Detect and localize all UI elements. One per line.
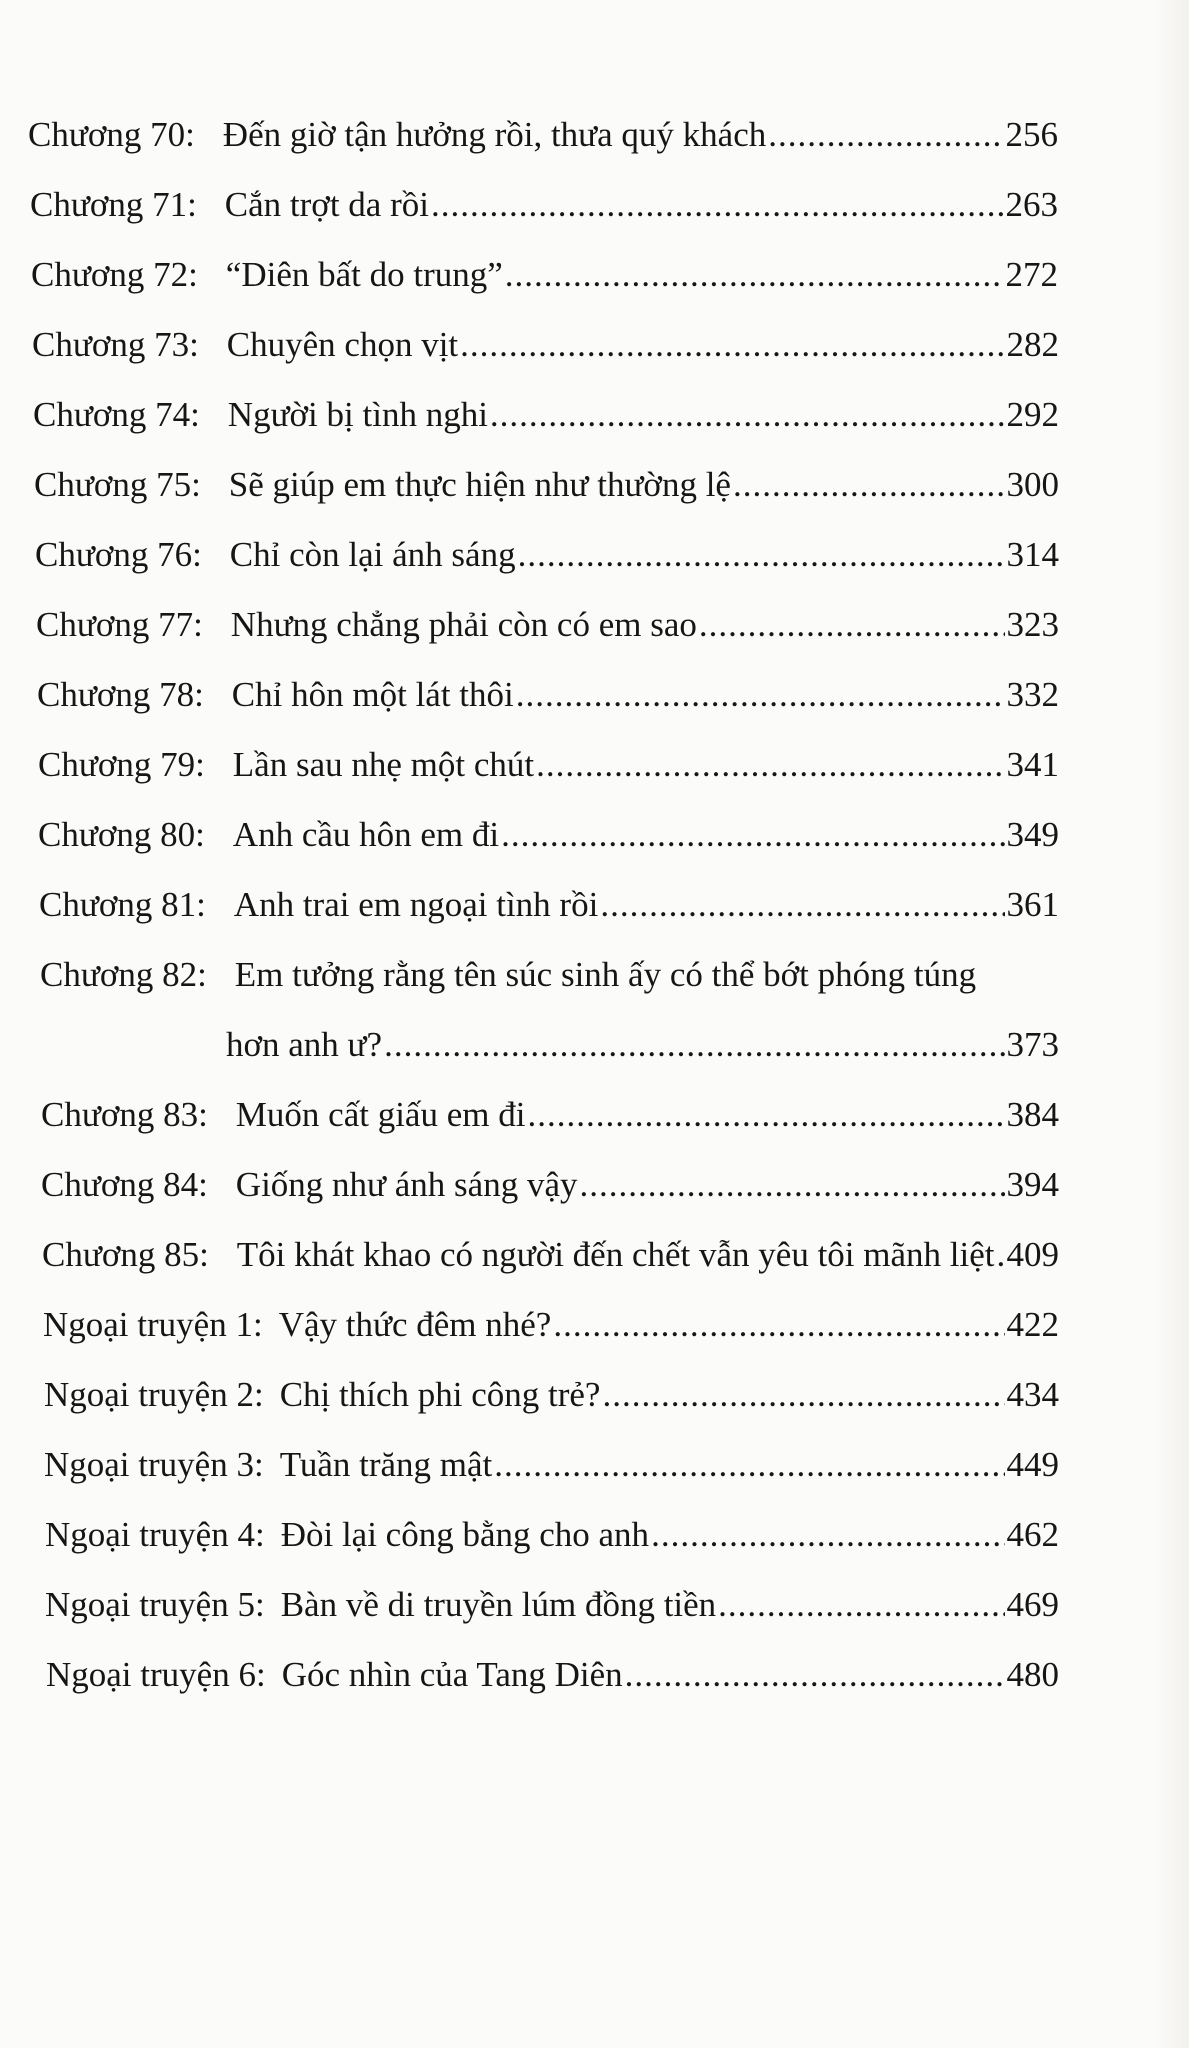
chapter-label: Chương 79:	[38, 745, 205, 784]
chapter-title: Đến giờ tận hưởng rồi, thưa quý khách	[222, 115, 767, 154]
dot-leader	[602, 1373, 1004, 1417]
page-number: 462	[1006, 1515, 1059, 1554]
extra-title: Vậy thức đêm nhé?	[278, 1305, 552, 1344]
page-number: 292	[1006, 395, 1059, 434]
page-number: 361	[1006, 885, 1059, 924]
dot-leader	[651, 1513, 1004, 1557]
extra-label: Ngoại truyện 6:	[46, 1655, 266, 1694]
chapter-title: Muốn cất giấu em đi	[235, 1095, 526, 1134]
page-number: 341	[1006, 745, 1059, 784]
page-number: 480	[1006, 1655, 1059, 1694]
page-number: 272	[1005, 255, 1058, 294]
chapter-title: Cắn trợt da rồi	[224, 185, 429, 224]
chapter-title: Sẽ giúp em thực hiện như thường lệ	[228, 465, 731, 504]
extra-title: Chị thích phi công trẻ?	[279, 1375, 601, 1414]
chapter-label: Chương 83:	[41, 1095, 208, 1134]
dot-leader	[536, 743, 1004, 787]
chapter-label: Chương 78:	[37, 675, 204, 714]
extra-title: Đòi lại công bằng cho anh	[280, 1515, 650, 1554]
extra-title: Góc nhìn của Tang Diên	[281, 1655, 623, 1694]
page-number: 256	[1005, 115, 1058, 154]
page-number: 282	[1006, 325, 1059, 364]
chapter-title: Chỉ hôn một lát thôi	[231, 675, 514, 714]
extra-label: Ngoại truyện 1:	[43, 1305, 263, 1344]
toc-entry-80	[38, 813, 1059, 857]
chapter-label: Chương 82:	[40, 955, 207, 994]
dot-leader	[733, 463, 1005, 507]
toc-entry-71	[30, 183, 1058, 227]
toc-entry-82-continuation	[226, 1023, 1059, 1067]
chapter-label: Chương 71:	[30, 185, 197, 224]
toc-entry-79	[38, 743, 1059, 787]
toc-entry-77	[36, 603, 1059, 647]
page-number: 349	[1006, 815, 1059, 854]
chapter-title: Giống như ánh sáng vậy	[235, 1165, 578, 1204]
dot-leader	[505, 253, 1004, 297]
dot-leader	[431, 183, 1004, 227]
chapter-label: Chương 75:	[34, 465, 201, 504]
toc-entry-76	[35, 533, 1059, 577]
dot-leader	[501, 813, 1004, 857]
toc-entry-83	[41, 1093, 1059, 1137]
dot-leader	[580, 1163, 1005, 1207]
extra-title: Bàn về di truyền lúm đồng tiền	[280, 1585, 717, 1624]
chapter-label: Chương 70:	[28, 115, 195, 154]
extra-label: Ngoại truyện 5:	[45, 1585, 265, 1624]
chapter-title: “Diên bất do trung”	[225, 255, 503, 294]
chapter-title: Tôi khát khao có người đến chết vẫn yêu tôi mãnh liệt	[236, 1235, 995, 1274]
chapter-label: Chương 85:	[42, 1235, 209, 1274]
chapter-title: Em tưởng rằng tên súc sinh ấy có thể bớt phóng túng	[234, 955, 977, 994]
dot-leader	[600, 883, 1004, 927]
page-number: 422	[1006, 1305, 1059, 1344]
chapter-title: Anh trai em ngoại tình rồi	[233, 885, 599, 924]
page-number: 323	[1006, 605, 1059, 644]
extra-title: Tuần trăng mật	[279, 1445, 493, 1484]
chapter-title: Chỉ còn lại ánh sáng	[229, 535, 516, 574]
page-number: 469	[1006, 1585, 1059, 1624]
toc-entry-extra-3	[44, 1443, 1059, 1487]
toc-entry-84	[41, 1163, 1059, 1207]
toc-entry-85	[42, 1233, 1059, 1277]
page-number: 263	[1005, 185, 1058, 224]
toc-entry-75	[34, 463, 1059, 507]
dot-leader	[768, 113, 1003, 157]
dot-leader	[699, 603, 1005, 647]
dot-leader	[494, 1443, 1004, 1487]
chapter-title: Lần sau nhẹ một chút	[232, 745, 535, 784]
toc-entry-81	[39, 883, 1059, 927]
chapter-label: Chương 84:	[41, 1165, 208, 1204]
chapter-title: Anh cầu hôn em đi	[232, 815, 500, 854]
chapter-label: Chương 81:	[39, 885, 206, 924]
chapter-label: Chương 74:	[33, 395, 200, 434]
dot-leader	[997, 1233, 1005, 1277]
chapter-label: Chương 76:	[35, 535, 202, 574]
toc-entry-78	[37, 673, 1059, 717]
dot-leader	[625, 1653, 1005, 1697]
page-number: 300	[1006, 465, 1059, 504]
toc-entry-extra-2	[44, 1373, 1059, 1417]
chapter-title: Người bị tình nghi	[227, 395, 488, 434]
toc-entry-extra-5	[45, 1583, 1059, 1627]
chapter-label: Chương 77:	[36, 605, 203, 644]
page-number: 314	[1006, 535, 1059, 574]
chapter-title-continuation: hơn anh ư?	[226, 1025, 383, 1064]
page-number: 409	[1006, 1235, 1059, 1274]
dot-leader	[527, 1093, 1004, 1137]
dot-leader	[490, 393, 1005, 437]
toc-entry-72	[31, 253, 1058, 297]
toc-entry-extra-1	[43, 1303, 1059, 1347]
page-number: 434	[1006, 1375, 1059, 1414]
chapter-title: Chuyên chọn vịt	[226, 325, 459, 364]
dot-leader	[516, 673, 1005, 717]
toc-entry-82	[40, 953, 1059, 997]
extra-label: Ngoại truyện 3:	[44, 1445, 264, 1484]
page-number: 373	[1006, 1025, 1059, 1064]
dot-leader	[718, 1583, 1004, 1627]
chapter-label: Chương 73:	[32, 325, 199, 364]
toc-entry-74	[33, 393, 1059, 437]
chapter-label: Chương 72:	[31, 255, 198, 294]
dot-leader	[553, 1303, 1004, 1347]
toc-entry-extra-6	[46, 1653, 1059, 1697]
page-number: 384	[1006, 1095, 1059, 1134]
extra-label: Ngoại truyện 4:	[45, 1515, 265, 1554]
page-number: 332	[1006, 675, 1059, 714]
dot-leader	[460, 323, 1004, 367]
chapter-title: Nhưng chẳng phải còn có em sao	[230, 605, 697, 644]
page-number: 394	[1006, 1165, 1059, 1204]
extra-label: Ngoại truyện 2:	[44, 1375, 264, 1414]
dot-leader	[518, 533, 1005, 577]
toc-entry-73	[32, 323, 1059, 367]
dot-leader	[384, 1023, 1004, 1067]
toc-entry-extra-4	[45, 1513, 1059, 1557]
page-number: 449	[1006, 1445, 1059, 1484]
chapter-label: Chương 80:	[38, 815, 205, 854]
toc-entry-70	[28, 113, 1058, 157]
